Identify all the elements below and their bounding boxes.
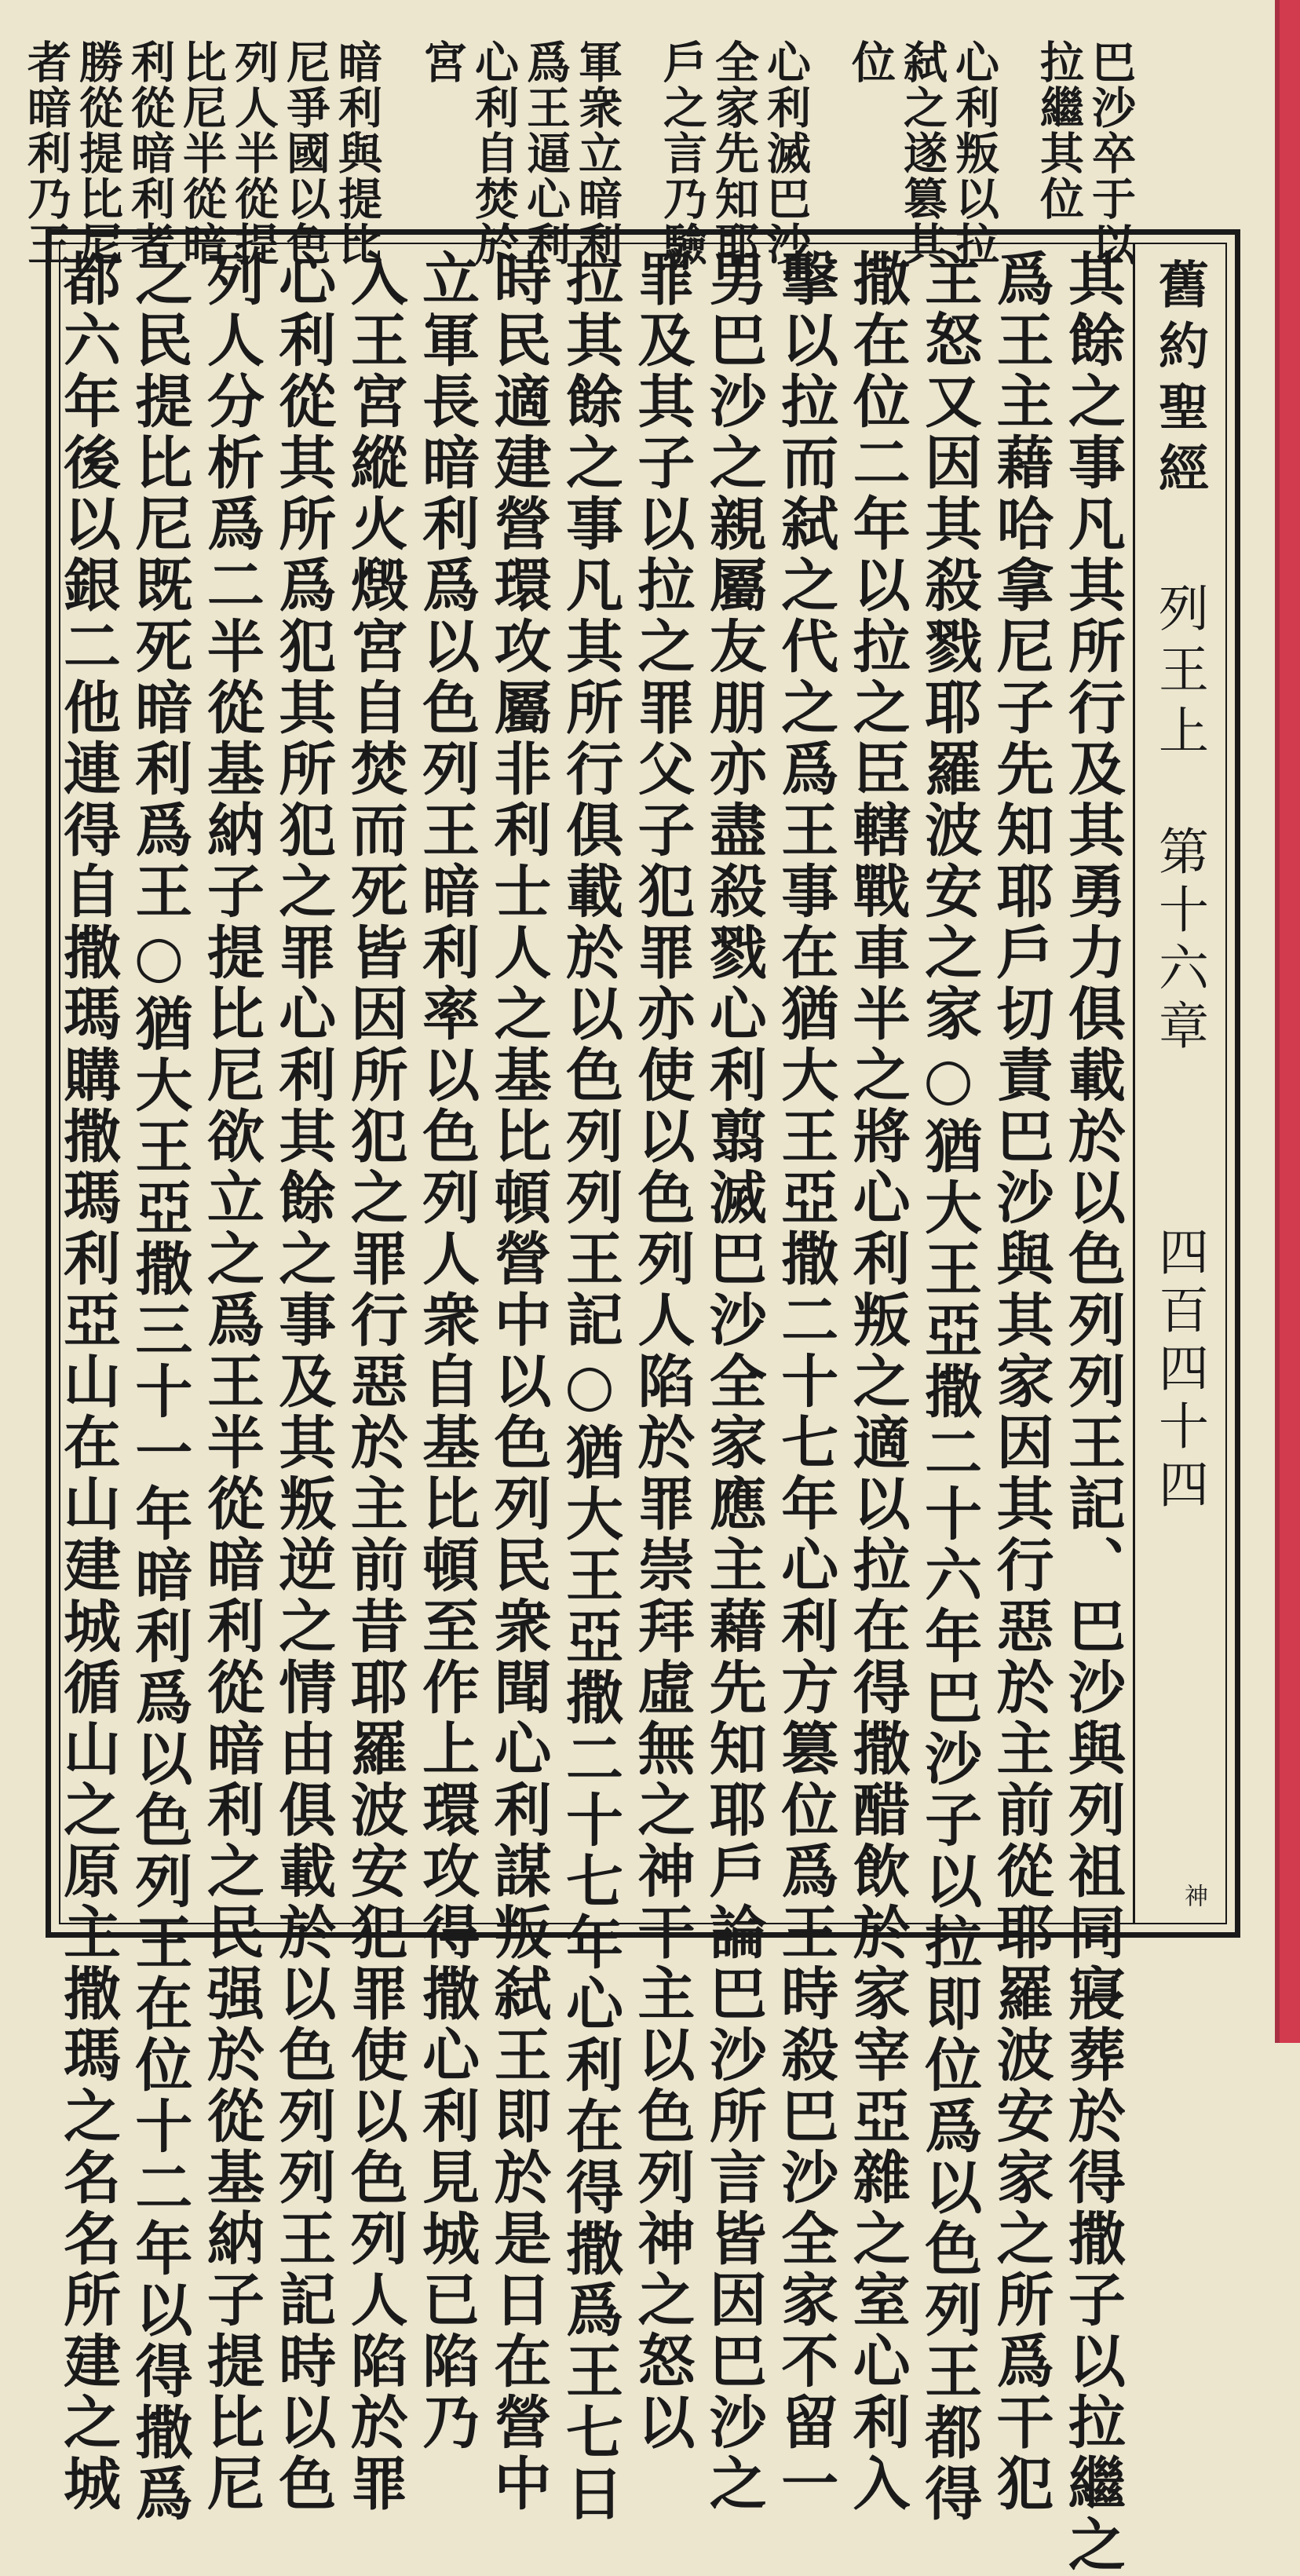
note-line: 宮 [416,39,468,85]
note-line: 爲王逼心利 [520,39,571,267]
margin-note-1 [1033,39,1137,267]
book-title: 舊約聖經 [1150,258,1209,503]
note-line: 全家先知耶 [708,39,760,267]
body-text [53,249,1126,2576]
margin-note-5 [20,39,383,267]
margin-note-2 [845,39,1000,267]
note-line: 拉繼其位 [1033,39,1085,221]
text-column: 罪及其子以拉之罪父子犯罪亦使以色列人陷於罪崇拜虛無之神干主以色列神之怒以 [627,249,696,2454]
text-column: 拉其餘之事凡其所行俱載於以色列列王記○猶大王亞撒二十七年心利在得撒爲王七日 [555,249,623,2525]
note-line: 軍衆立暗利 [571,39,623,267]
page-edge [1280,0,1300,2043]
text-frame-inner [53,243,1227,2576]
text-column: 入王宮縱火燬宮自焚而死皆因所犯之罪行惡於主前昔耶羅波安犯罪使以色列人陷於罪 [340,249,408,2515]
text-column: 列人分析爲二半從基納子提比尼欲立之爲王半從暗利從暗利之民强於從基納子提比尼 [196,249,265,2515]
page-number: 四百四十四 [1150,1226,1208,1516]
note-line: 比尼半從暗 [176,39,228,267]
press-mark: 神 [1180,1884,1207,1907]
note-line: 位 [845,39,896,85]
note-line: 暗利與提比 [331,39,383,267]
chapter-label: 第十六章 [1150,825,1208,1058]
text-column: 立軍長暗利爲以色列王暗利率以色列人衆自基比頓至作上環攻得撒心利見城已陷乃 [412,249,480,2454]
note-line: 弑之遂篡其 [896,39,948,267]
note-line: 巴沙卒于以 [1085,39,1137,267]
note-line: 心利滅巴沙 [760,39,812,267]
text-column: 爲王主藉哈拿尼子先知耶戶切責巴沙與其家因其行惡於主前從耶羅波安家之所爲干犯 [986,249,1054,2515]
book-section: 列王上 [1150,582,1208,765]
text-column: 之民提比尼既死暗利爲王○猶大王亞撒三十一年暗利爲以色列王在位十二年以得撒爲 [125,249,193,2525]
text-column: 男巴沙之親屬友朋亦盡殺戮心利翦滅巴沙全家應主藉先知耶戶論巴沙所言皆因巴沙之 [699,249,767,2515]
text-column: 主怒又因其殺戮耶羅波安之家○猶大王亞撒二十六年巴沙子以拉即位爲以色列王都得 [915,249,983,2525]
margin-note-4 [416,39,623,267]
note-line: 戶之言乃驗 [656,39,708,267]
text-column: 心利從其所爲犯其所犯之罪心利其餘之事及其叛逆之情由俱載於以色列列王記時以色 [268,249,337,2515]
text-column: 其餘之事凡其所行及其勇力俱載於以色列列王記、巴沙與列祖同寢葬於得撒子以拉繼之 [1057,249,1126,2576]
note-line: 者暗利乃王 [20,39,72,267]
text-column: 時民適建營環攻屬非利士人之基比頓營中以色列民衆聞心利謀叛弑王即於是日在營中 [484,249,552,2515]
note-line: 尼爭國以色 [279,39,331,267]
text-column: 都六年後以銀二他連得自撒瑪購撒瑪利亞山在山建城循山之原主撒瑪之名名所建之城 [53,249,121,2515]
running-header [1133,244,1225,1923]
note-line: 心利叛以拉 [948,39,1000,267]
margin-notes [20,39,1137,267]
text-frame [46,229,1240,2576]
note-line: 利從暗利者 [124,39,176,267]
margin-note-3 [656,39,812,267]
text-column: 擊以拉而弑之代之爲王事在猶大王亞撒二十七年心利方篡位爲王時殺巴沙全家不留一 [771,249,839,2515]
note-line: 勝從提比尼 [72,39,124,267]
text-column: 撒在位二年以拉之臣轄戰車半之將心利叛之適以拉在得撒醋飲於家宰亞雜之室心利入 [842,249,911,2515]
note-line: 心利自焚於 [468,39,520,267]
note-line: 列人半從提 [228,39,279,267]
